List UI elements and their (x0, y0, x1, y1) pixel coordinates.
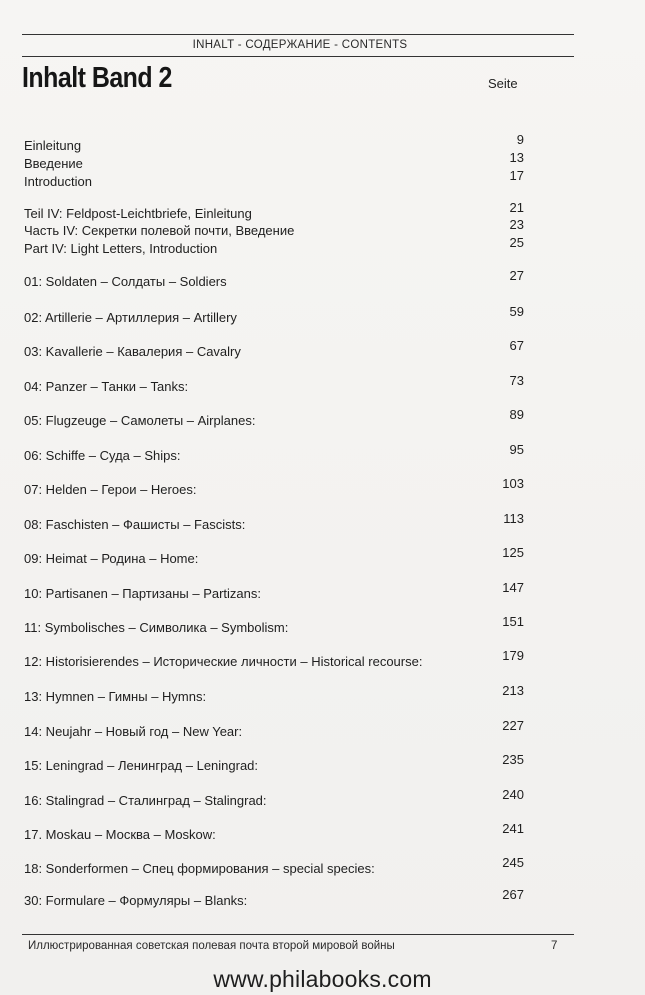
toc-entry-page: 147 (502, 580, 524, 595)
toc-entry-page: 21 (509, 200, 524, 215)
toc-entry-page: 241 (502, 821, 524, 836)
header-bottom-rule (22, 56, 574, 57)
toc-entry-page: 151 (502, 614, 524, 629)
toc-entry (24, 787, 524, 811)
header-top-rule (22, 34, 574, 35)
footer-book-title: Иллюстрированная советская полевая почта второй мировой войны (28, 940, 395, 952)
toc-entry-page: 113 (503, 511, 524, 526)
toc-entry-page: 103 (502, 476, 524, 491)
toc-entry-title: 15: Leningrad – Ленинград – Leningrad: (24, 758, 259, 773)
toc-entry-title: 01: Soldaten – Солдаты – Soldiers (24, 274, 227, 289)
toc-entry-page: 59 (509, 304, 524, 319)
toc-entry-title: 12: Historisierendes – Исторические личности – Historical recourse: (24, 654, 423, 669)
watermark-url: www.philabooks.com (213, 966, 432, 992)
toc-entry-page: 95 (509, 442, 524, 457)
toc-entry (24, 217, 524, 241)
toc-entry-title: 30: Formulare – Формуляры – Blanks: (24, 893, 248, 908)
toc-entry-page: 25 (509, 235, 524, 250)
toc-entry-page: 9 (516, 132, 524, 147)
toc-entry-title: 13: Hymnen – Гимны – Hymns: (24, 689, 207, 704)
toc-entry (24, 887, 524, 911)
toc-entry-title: 02: Artillerie – Артиллерия – Artillery (24, 310, 237, 325)
toc-entry (24, 168, 524, 192)
toc-entry-page: 267 (502, 887, 524, 902)
toc-entry (24, 511, 524, 535)
toc-entry (24, 338, 524, 362)
toc-entry-page: 125 (502, 545, 524, 560)
toc-entry-title: 09: Heimat – Родина – Home: (24, 551, 199, 566)
toc-entry-page: 227 (502, 718, 524, 733)
toc-entry-page: 67 (509, 338, 524, 353)
footer-page-number: 7 (551, 940, 558, 952)
toc-entry-title: Teil IV: Feldpost-Leichtbriefe, Einleitung (24, 206, 252, 221)
running-header: INHALT - СОДЕРЖАНИЕ - CONTENTS (192, 39, 408, 51)
toc-entry (24, 718, 524, 742)
toc-entry (24, 304, 524, 328)
toc-entry (24, 132, 524, 156)
toc-entry (24, 442, 524, 466)
toc-entry (24, 648, 524, 672)
toc-entry-title: 16: Stalingrad – Сталинград – Stalingrad: (24, 793, 267, 808)
toc-entry-page: 23 (509, 217, 524, 232)
toc-entry-page: 13 (509, 150, 524, 165)
toc-entry (24, 614, 524, 638)
toc-entry-page: 245 (502, 855, 524, 870)
toc-entry-title: Einleitung (24, 138, 82, 153)
toc-entry-title: Часть IV: Секретки полевой почти, Введение (24, 223, 295, 238)
toc-entry-title: 17. Moskau – Москва – Moskow: (24, 827, 216, 842)
toc-entry (24, 476, 524, 500)
toc-entry (24, 545, 524, 569)
toc-entry-title: Introduction (24, 174, 92, 189)
toc-entry-title: 18: Sonderformen – Спец формирования – special species: (24, 861, 375, 876)
toc-entry-title: 10: Partisanen – Партизаны – Partizans: (24, 586, 261, 601)
toc-entry-title: 04: Panzer – Танки – Tanks: (24, 379, 189, 394)
toc-entry-title: 05: Flugzeuge – Самолеты – Airplanes: (24, 413, 256, 428)
toc-entry-title: 03: Kavallerie – Кавалерия – Cavalry (24, 344, 241, 359)
toc-entry (24, 407, 524, 431)
toc-entry (24, 855, 524, 879)
toc-entry-page: 73 (509, 373, 524, 388)
toc-entry (24, 752, 524, 776)
toc-entry-page: 213 (502, 683, 524, 698)
toc-entry (24, 373, 524, 397)
toc-entry (24, 235, 524, 259)
toc-entry (24, 683, 524, 707)
toc-entry-page: 235 (502, 752, 524, 767)
toc-entry (24, 268, 524, 292)
toc-entry-title: Part IV: Light Letters, Introduction (24, 241, 218, 256)
page-column-label: Seite (488, 76, 518, 91)
toc-entry-title: 07: Helden – Герои – Heroes: (24, 482, 197, 497)
toc-entry (24, 150, 524, 174)
footer-rule (22, 934, 574, 935)
toc-entry-page: 89 (509, 407, 524, 422)
toc-entry-title: Введение (24, 156, 83, 171)
toc-entry-title: 06: Schiffe – Суда – Ships: (24, 448, 181, 463)
toc-entry-page: 27 (509, 268, 524, 283)
toc-entry (24, 200, 524, 224)
toc-entry-title: 08: Faschisten – Фашисты – Fascists: (24, 517, 246, 532)
toc-entry-title: 14: Neujahr – Новый год – New Year: (24, 724, 243, 739)
toc-entry-title: 11: Symbolisches – Символика – Symbolism: (24, 620, 289, 635)
toc-entry-page: 240 (502, 787, 524, 802)
toc-entry-page: 17 (509, 168, 524, 183)
toc-entry (24, 821, 524, 845)
page-title: Inhalt Band 2 (22, 62, 172, 94)
toc-entry (24, 580, 524, 604)
toc-entry-page: 179 (502, 648, 524, 663)
